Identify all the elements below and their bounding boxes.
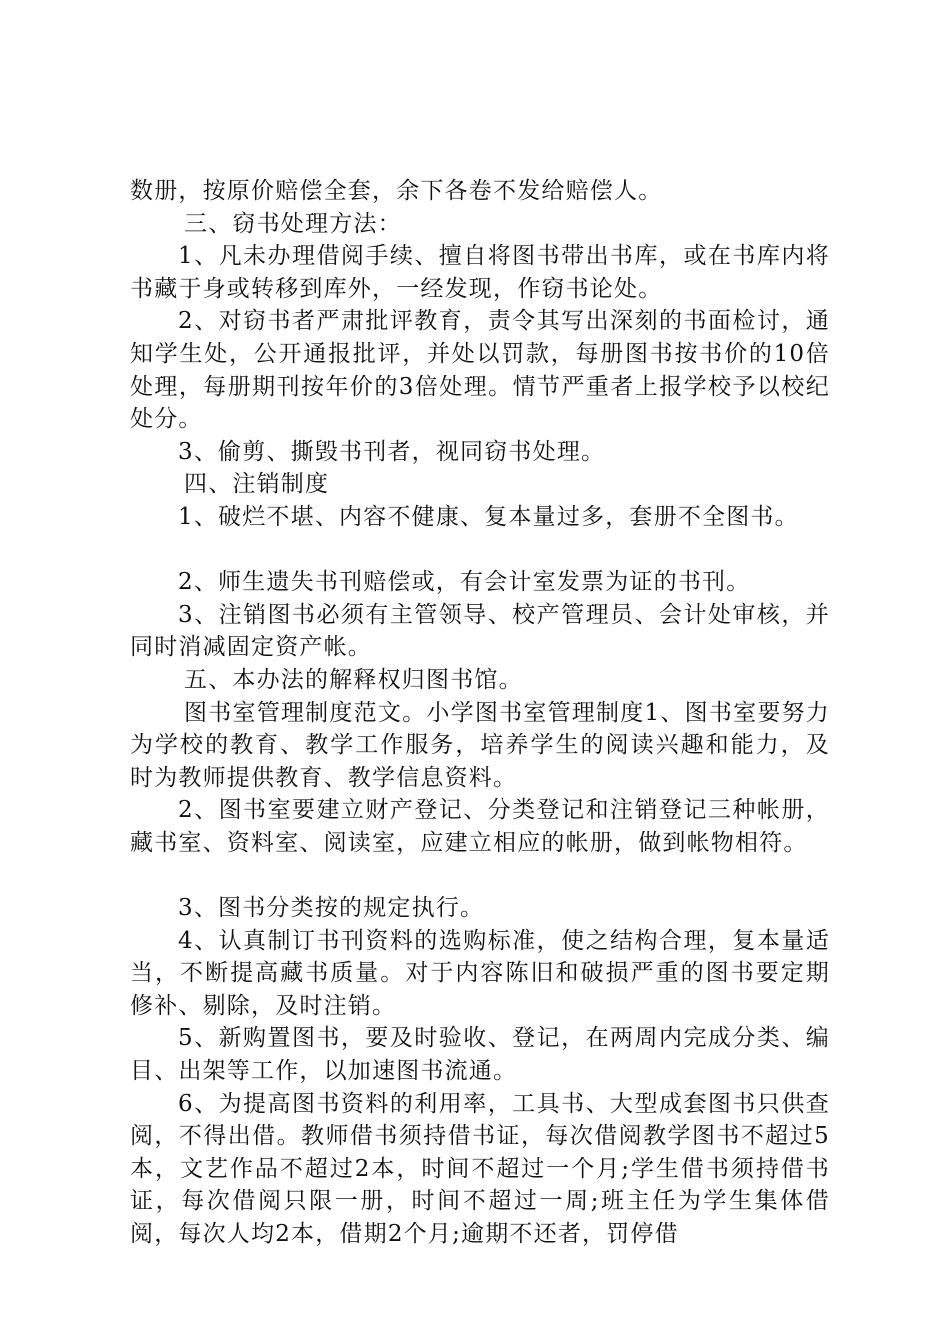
paragraph: 4、认真制订书刊资料的选购标准，使之结构合理，复本量适当，不断提高藏书质量。对于内容陈旧和破损严重的图书要定期修补、剔除，及时注销。 bbox=[130, 927, 830, 1019]
paragraph: 2、图书室要建立财产登记、分类登记和注销登记三种帐册，藏书室、资料室、阅读室，应建立相应的帐册，做到帐物相符。 bbox=[130, 797, 830, 856]
paragraph: 数册，按原价赔偿全套，余下各卷不发给赔偿人。 bbox=[130, 178, 663, 204]
paragraph: 1、破烂不堪、内容不健康、复本量过多，套册不全图书。 bbox=[178, 503, 799, 530]
paragraph: 图书室管理制度范文。小学图书室管理制度1、图书室要努力为学校的教育、教学工作服务，培养学生的阅读兴趣和能力，及时为教师提供教育、教学信息资料。 bbox=[130, 699, 830, 791]
document-body bbox=[130, 175, 830, 1251]
paragraph: 2、师生遗失书刊赔偿或，有会计室发票为证的书刊。 bbox=[178, 569, 751, 596]
paragraph: 5、新购置图书，要及时验收、登记，在两周内完成分类、编目、出架等工作，以加速图书流通。 bbox=[130, 1025, 830, 1085]
section-heading: 五、本办法的解释权归图书馆。 bbox=[184, 666, 523, 693]
blank-line bbox=[130, 534, 830, 567]
paragraph: 3、注销图书必须有主管领导、校产管理员、会计处审核，并同时消减固定资产帐。 bbox=[130, 601, 830, 661]
paragraph: 1、凡未办理借阅手续、擅自将图书带出书库，或在书库内将书藏于身或转移到库外，一经发现，作窃书论处。 bbox=[130, 243, 830, 302]
paragraph: 3、图书分类按的规定执行。 bbox=[178, 895, 485, 922]
section-heading: 三、窃书处理方法： bbox=[184, 210, 402, 237]
paragraph: 3、偷剪、撕毁书刊者，视同窃书处理。 bbox=[178, 438, 606, 465]
paragraph: 6、为提高图书资料的利用率，工具书、大型成套图书只供查阅，不得出借。教师借书须持借书证，每次借阅教学图书不超过5本，文艺作品不超过2本，时间不超过一个月;学生借书须持借书证，每次借阅只限一册，时间不超过一周;班主任为学生集体借阅，每次人均2本，借期2个月;逾期不还者，罚停借 bbox=[130, 1090, 830, 1247]
section-heading: 四、注销制度 bbox=[184, 471, 330, 498]
paragraph: 2、对窃书者严肃批评教育，责令其写出深刻的书面检讨，通知学生处，公开通报批评，并处以罚款，每册图书按书价的10倍处理，每册期刊按年价的3倍处理。情节严重者上报学校予以校纪处分。 bbox=[130, 308, 830, 433]
blank-line bbox=[130, 859, 830, 892]
